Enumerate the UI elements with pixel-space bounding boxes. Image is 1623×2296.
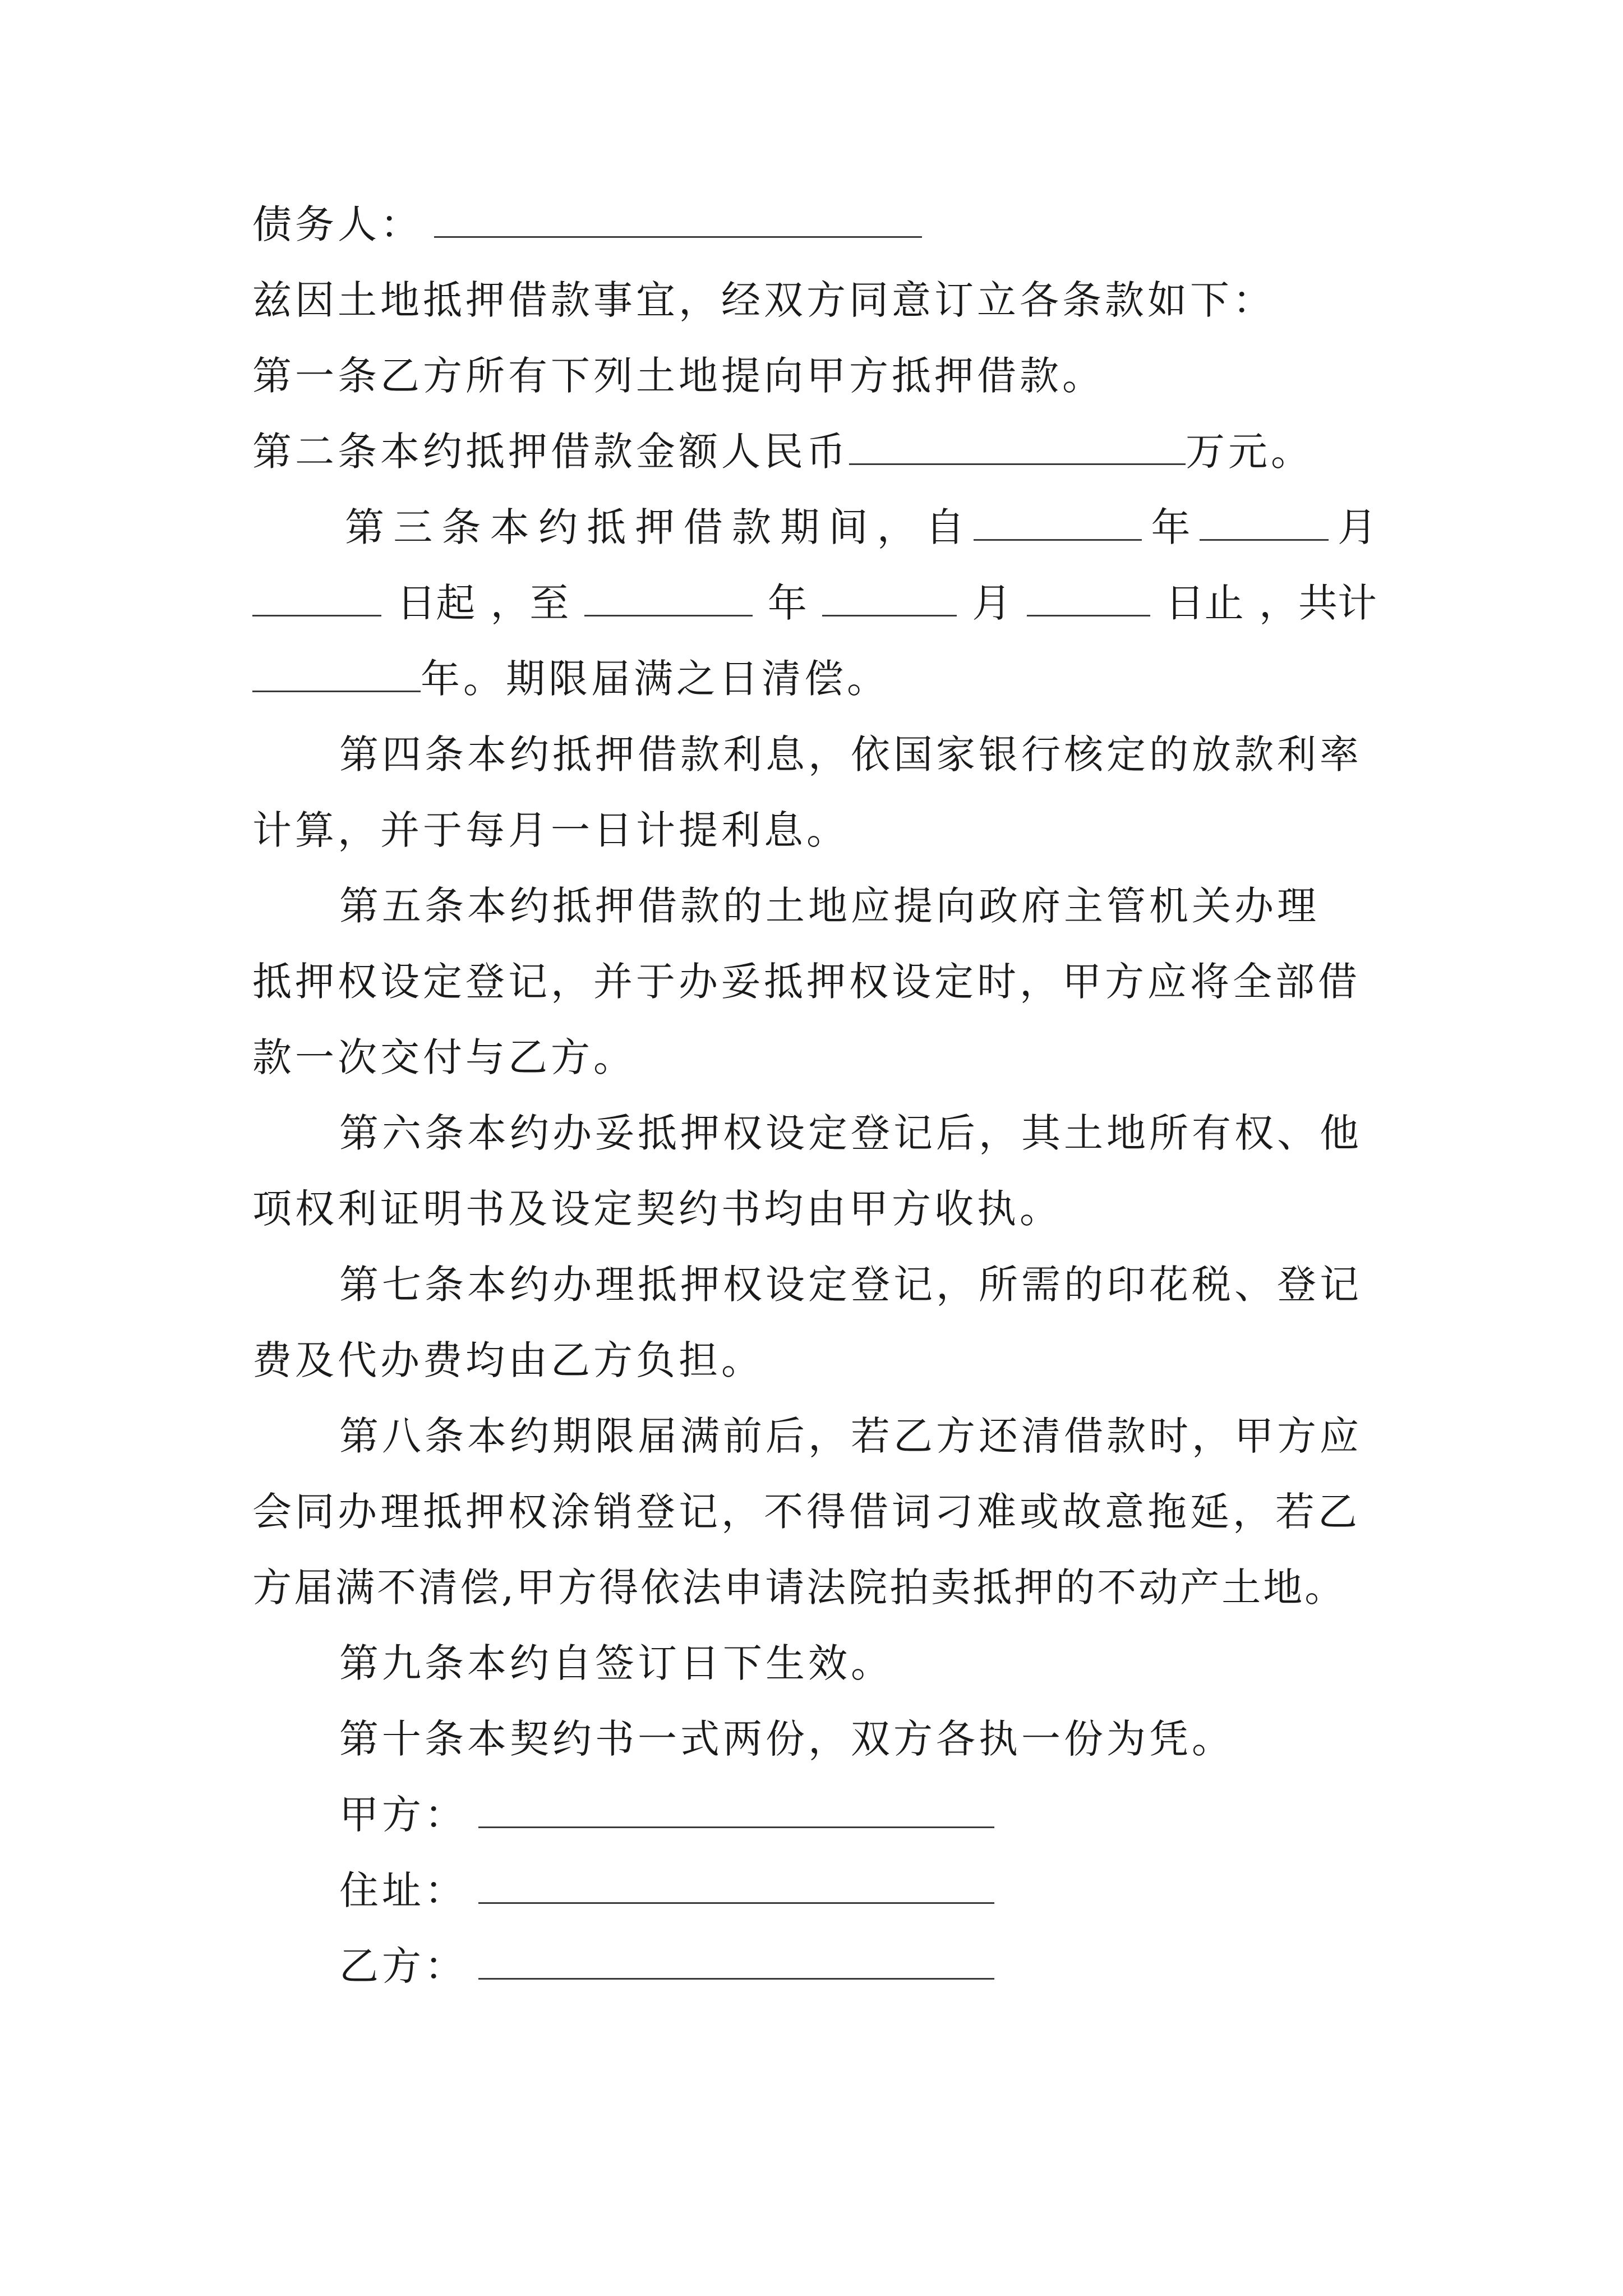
end-year-label: 年 xyxy=(767,580,807,626)
article-3-char: 借 xyxy=(683,504,723,550)
end-month-blank xyxy=(822,578,957,616)
end-month-label: 月 xyxy=(972,580,1012,626)
article-4-line-1: 第四条本约抵押借款利息，依国家银行核定的放款利率 xyxy=(339,731,1362,777)
article-3-char: 押 xyxy=(635,504,675,550)
article-3-line-1 xyxy=(345,496,1377,558)
article-10: 第十条本契约书一式两份，双方各执一份为凭。 xyxy=(339,1716,1234,1762)
article-3-char: 抵 xyxy=(587,504,626,550)
address-label: 住址： xyxy=(339,1867,467,1913)
article-3-char: 期 xyxy=(780,504,820,550)
article-4-line-2: 计算，并于每月一日计提利息。 xyxy=(252,807,849,853)
article-1: 第一条乙方所有下列土地提向甲方抵押借款。 xyxy=(252,353,1105,399)
end-year-blank xyxy=(584,578,753,616)
party-a-blank xyxy=(478,1789,994,1828)
article-3-char: 约 xyxy=(538,504,578,550)
party-b-blank xyxy=(478,1941,994,1980)
total-years-blank xyxy=(252,654,421,692)
article-3-char: 条 xyxy=(441,504,481,550)
preamble: 兹因土地抵押借款事宜，经双方同意订立各条款如下： xyxy=(252,277,1275,323)
article-6-line-1: 第六条本约办妥抵押权设定登记后，其土地所有权、他 xyxy=(339,1110,1362,1156)
total-label: ，共计 xyxy=(1258,580,1377,626)
article-7-line-1: 第七条本约办理抵押权设定登记，所需的印花税、登记 xyxy=(339,1262,1362,1308)
article-3-char: 间 xyxy=(828,504,868,550)
article-3-char: ， xyxy=(877,504,916,550)
party-b-label: 乙方： xyxy=(339,1943,467,1989)
article-3-char: 本 xyxy=(490,504,529,550)
start-day-blank xyxy=(252,578,381,616)
to-label: ，至 xyxy=(490,580,569,626)
article-5-line-3: 款一次交付与乙方。 xyxy=(252,1034,636,1080)
party-a-label: 甲方： xyxy=(339,1792,467,1838)
debtor-label: 债务人： xyxy=(252,201,423,247)
address-blank xyxy=(478,1865,994,1904)
debtor-blank xyxy=(434,199,922,238)
party-b-line xyxy=(339,1935,1489,1997)
article-2-unit: 万元。 xyxy=(1186,429,1313,475)
article-6-line-2: 项权利证明书及设定契约书均由甲方收执。 xyxy=(252,1186,1062,1232)
article-5-line-1: 第五条本约抵押借款的土地应提向政府主管机关办理 xyxy=(339,883,1320,929)
start-month-blank xyxy=(1200,502,1329,541)
article-3-char: 第 xyxy=(345,504,384,550)
address-line xyxy=(339,1860,1489,1921)
start-year-label: 年 xyxy=(1151,504,1191,550)
article-2 xyxy=(252,421,1402,482)
article-5-line-2: 抵押权设定登记，并于办妥抵押权设定时，甲方应将全部借 xyxy=(252,959,1361,1005)
article-8-line-2: 会同办理抵押权涂销登记，不得借词刁难或故意拖延，若乙 xyxy=(252,1489,1361,1535)
article-3-char: 款 xyxy=(732,504,771,550)
debtor-line xyxy=(252,194,1402,255)
start-year-blank xyxy=(974,502,1142,541)
party-a-line xyxy=(339,1784,1489,1846)
amount-blank xyxy=(849,426,1186,465)
start-month-label: 月 xyxy=(1338,504,1377,550)
article-3-tail: 年。期限届满之日清偿。 xyxy=(421,656,889,702)
end-day-label: 日止 xyxy=(1165,580,1244,626)
article-2-text: 第二条本约抵押借款金额人民币 xyxy=(252,429,849,475)
article-8-line-3: 方届满不清偿,甲方得依法申请法院拍卖抵押的不动产土地。 xyxy=(252,1565,1347,1611)
article-3-line-3 xyxy=(252,648,1402,710)
start-day-label: 日起 xyxy=(396,580,476,626)
article-7-line-2: 费及代办费均由乙方负担。 xyxy=(252,1337,764,1383)
article-9: 第九条本约自签订日下生效。 xyxy=(339,1640,893,1686)
article-3-line-2 xyxy=(252,572,1377,634)
article-3-char: 自 xyxy=(925,504,965,550)
article-3-char: 三 xyxy=(393,504,433,550)
end-day-blank xyxy=(1027,578,1150,616)
article-8-line-1: 第八条本约期限届满前后，若乙方还清借款时，甲方应 xyxy=(339,1413,1362,1459)
